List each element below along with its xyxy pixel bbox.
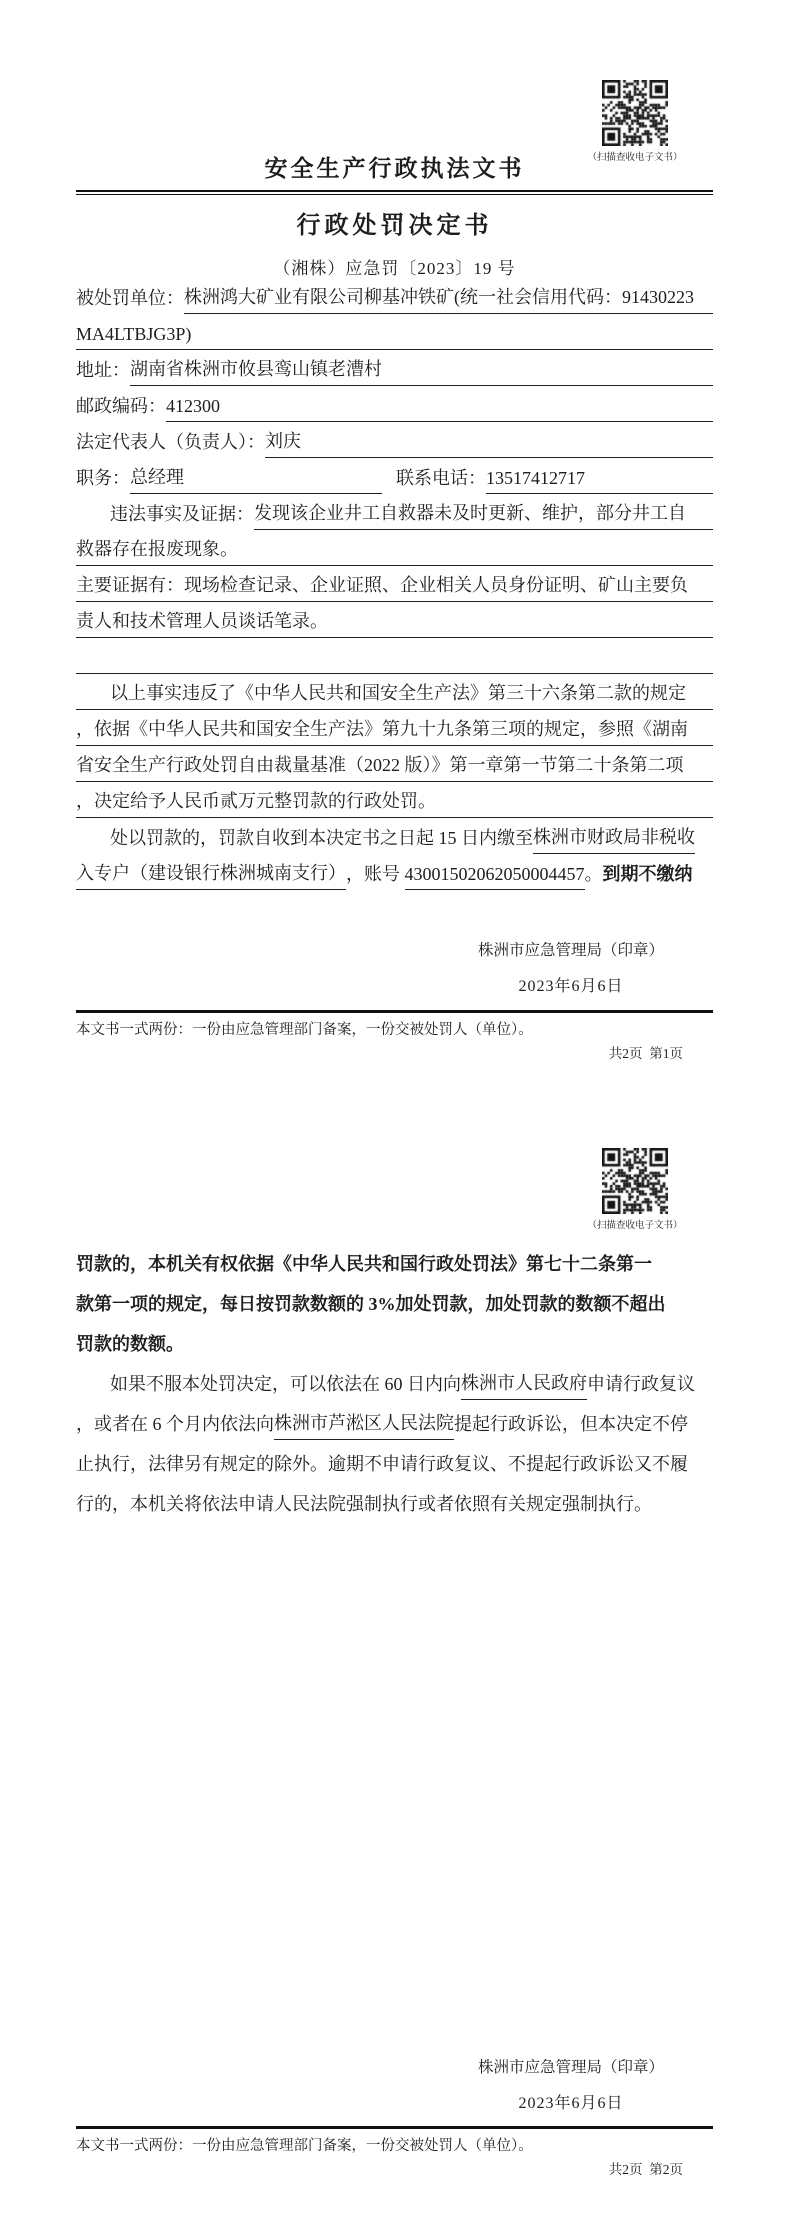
doc-number: （湘株）应急罚〔2023〕19 号 [273,259,516,278]
evidence-line2: 责人和技术管理人员谈话笔录。 [76,607,713,638]
legal-rep-value: 刘庆 [265,427,713,458]
decision-line-3 [76,746,713,782]
appeal-line-1 [76,1360,713,1400]
field-row-facts [76,494,713,530]
phone-label: 联系电话： [396,468,486,488]
facts-value-line2: 救器存在报废现象。 [76,535,713,566]
header-double-rule [76,190,713,195]
payment-text: 处以罚款的，罚款自收到本决定书之日起 15 日内缴至 [110,828,533,848]
issuing-agency: 株洲市应急管理局（印章） [477,942,664,959]
surcharge-text-1: 罚款的，本机关有权依据《中华人民共和国行政处罚法》第七十二条第一 [76,1254,652,1274]
appeal-court: 株洲市芦淞区人民法院 [274,1409,454,1440]
qr-caption: （扫描查收电子文书） [587,1221,683,1231]
appeal-line-4 [76,1480,713,1520]
field-row-unit-cont [76,314,713,350]
appeal-text-2b: 提起行政诉讼，但本决定不停 [454,1414,688,1434]
appeal-line-2 [76,1400,713,1440]
page-number: 共2页 第1页 [608,1046,683,1061]
payment-period-mark: 。 [584,864,603,884]
decision-line-4 [76,782,713,818]
decision-line-2 [76,710,713,746]
document-header [76,150,713,279]
decision-text-4: ，决定给予人民币贰万元整罚款的行政处罚。 [76,787,713,818]
appeal-review-authority: 株洲市人民政府 [461,1369,587,1400]
footer-note: 本文书一式两份：一份由应急管理部门备案，一份交被处罚人（单位）。 [76,2138,533,2154]
page-number: 共2页 第2页 [608,2162,683,2177]
surcharge-text-3: 罚款的数额。 [76,1334,184,1354]
field-row-unit [76,278,713,314]
decision-line-1 [76,674,713,710]
phone-value: 13517412717 [486,468,713,494]
payment-account-label: ，账号 [346,864,405,884]
issuing-agency: 株洲市应急管理局（印章） [477,2059,664,2076]
position-value: 总经理 [130,463,382,494]
field-row-postcode [76,386,713,422]
appeal-text-1a: 如果不服本处罚决定，可以依法在 60 日内向 [110,1374,461,1394]
surcharge-line-3 [76,1320,713,1360]
postcode-label: 邮政编码： [76,396,166,416]
unit-value-line1: 株洲鸿大矿业有限公司柳基冲铁矿(统一社会信用代码：91430223 [184,283,713,314]
decision-text-2: ，依据《中华人民共和国安全生产法》第九十九条第三项的规定，参照《湖南 [76,715,713,746]
payment-overdue-warning: 到期不缴纳 [602,864,693,884]
qr-block-page2 [560,1148,710,1231]
page1-body [76,278,713,890]
decision-text-1: 以上事实违反了《中华人民共和国安全生产法》第三十六条第二款的规定 [76,679,713,710]
page2-footer [76,2126,713,2178]
surcharge-text-2: 款第一项的规定，每日按罚款数额的 3%加处罚款，加处罚款的数额不超出 [76,1294,666,1314]
appeal-line-3 [76,1440,713,1480]
issue-date: 2023年6月6日 [518,2095,624,2112]
payment-line-1 [76,818,713,854]
appeal-text-2a: ，或者在 6 个月内依法向 [76,1414,274,1434]
payment-line-2 [76,854,713,890]
field-row-evidence-cont [76,602,713,638]
surcharge-line-1 [76,1240,713,1280]
decision-text-3: 省安全生产行政处罚自由裁量基准（2022 版）》第一章第一节第二十条第二项 [76,751,713,782]
address-value: 湖南省株洲市攸县鸾山镇老漕村 [130,355,713,386]
footer-note: 本文书一式两份：一份由应急管理部门备案，一份交被处罚人（单位）。 [76,1022,533,1038]
page2-signature [466,2055,676,2113]
page1-footer [76,1010,713,1062]
facts-value-line1: 发现该企业井工自救器未及时更新、维护，部分井工自 [254,499,713,530]
page1-signature [466,938,676,996]
payment-account-number: 43001502062050004457 [405,864,585,890]
payment-bank: 入专户（建设银行株洲城南支行） [76,859,346,890]
page-title: 行政处罚决定书 [296,212,493,239]
surcharge-line-2 [76,1280,713,1320]
appeal-text-3: 止执行，法律另有规定的除外。逾期不申请行政复议、不提起行政诉讼又不履 [76,1454,688,1474]
appeal-text-4: 行的，本机关将依法申请人民法院强制执行或者依照有关规定强制执行。 [76,1494,652,1514]
position-label: 职务： [76,468,130,488]
doc-type-title: 安全生产行政执法文书 [264,155,525,181]
field-row-position-phone [76,458,713,494]
field-row-address [76,350,713,386]
page2-body [76,1240,713,1520]
legal-rep-label: 法定代表人（负责人）： [76,432,265,452]
address-label: 地址： [76,360,130,380]
blank-fill-line [76,669,713,674]
postcode-value: 412300 [166,396,713,422]
unit-value-line2: MA4LTBJG3P) [76,324,713,350]
payment-account-bureau: 株洲市财政局非税收 [533,823,695,854]
qr-caption: （扫描查收电子文书） [587,153,683,163]
qr-code-icon [602,80,668,146]
appeal-text-1b: 申请行政复议 [587,1374,695,1394]
blank-fill-row [76,638,713,674]
field-row-evidence [76,566,713,602]
qr-code-icon [602,1148,668,1214]
facts-label: 违法事实及证据： [110,504,254,524]
evidence-line1: 主要证据有：现场检查记录、企业证照、企业相关人员身份证明、矿山主要负 [76,571,713,602]
issue-date: 2023年6月6日 [518,978,624,995]
field-row-facts-cont [76,530,713,566]
unit-label: 被处罚单位： [76,288,184,308]
field-row-legal-rep [76,422,713,458]
